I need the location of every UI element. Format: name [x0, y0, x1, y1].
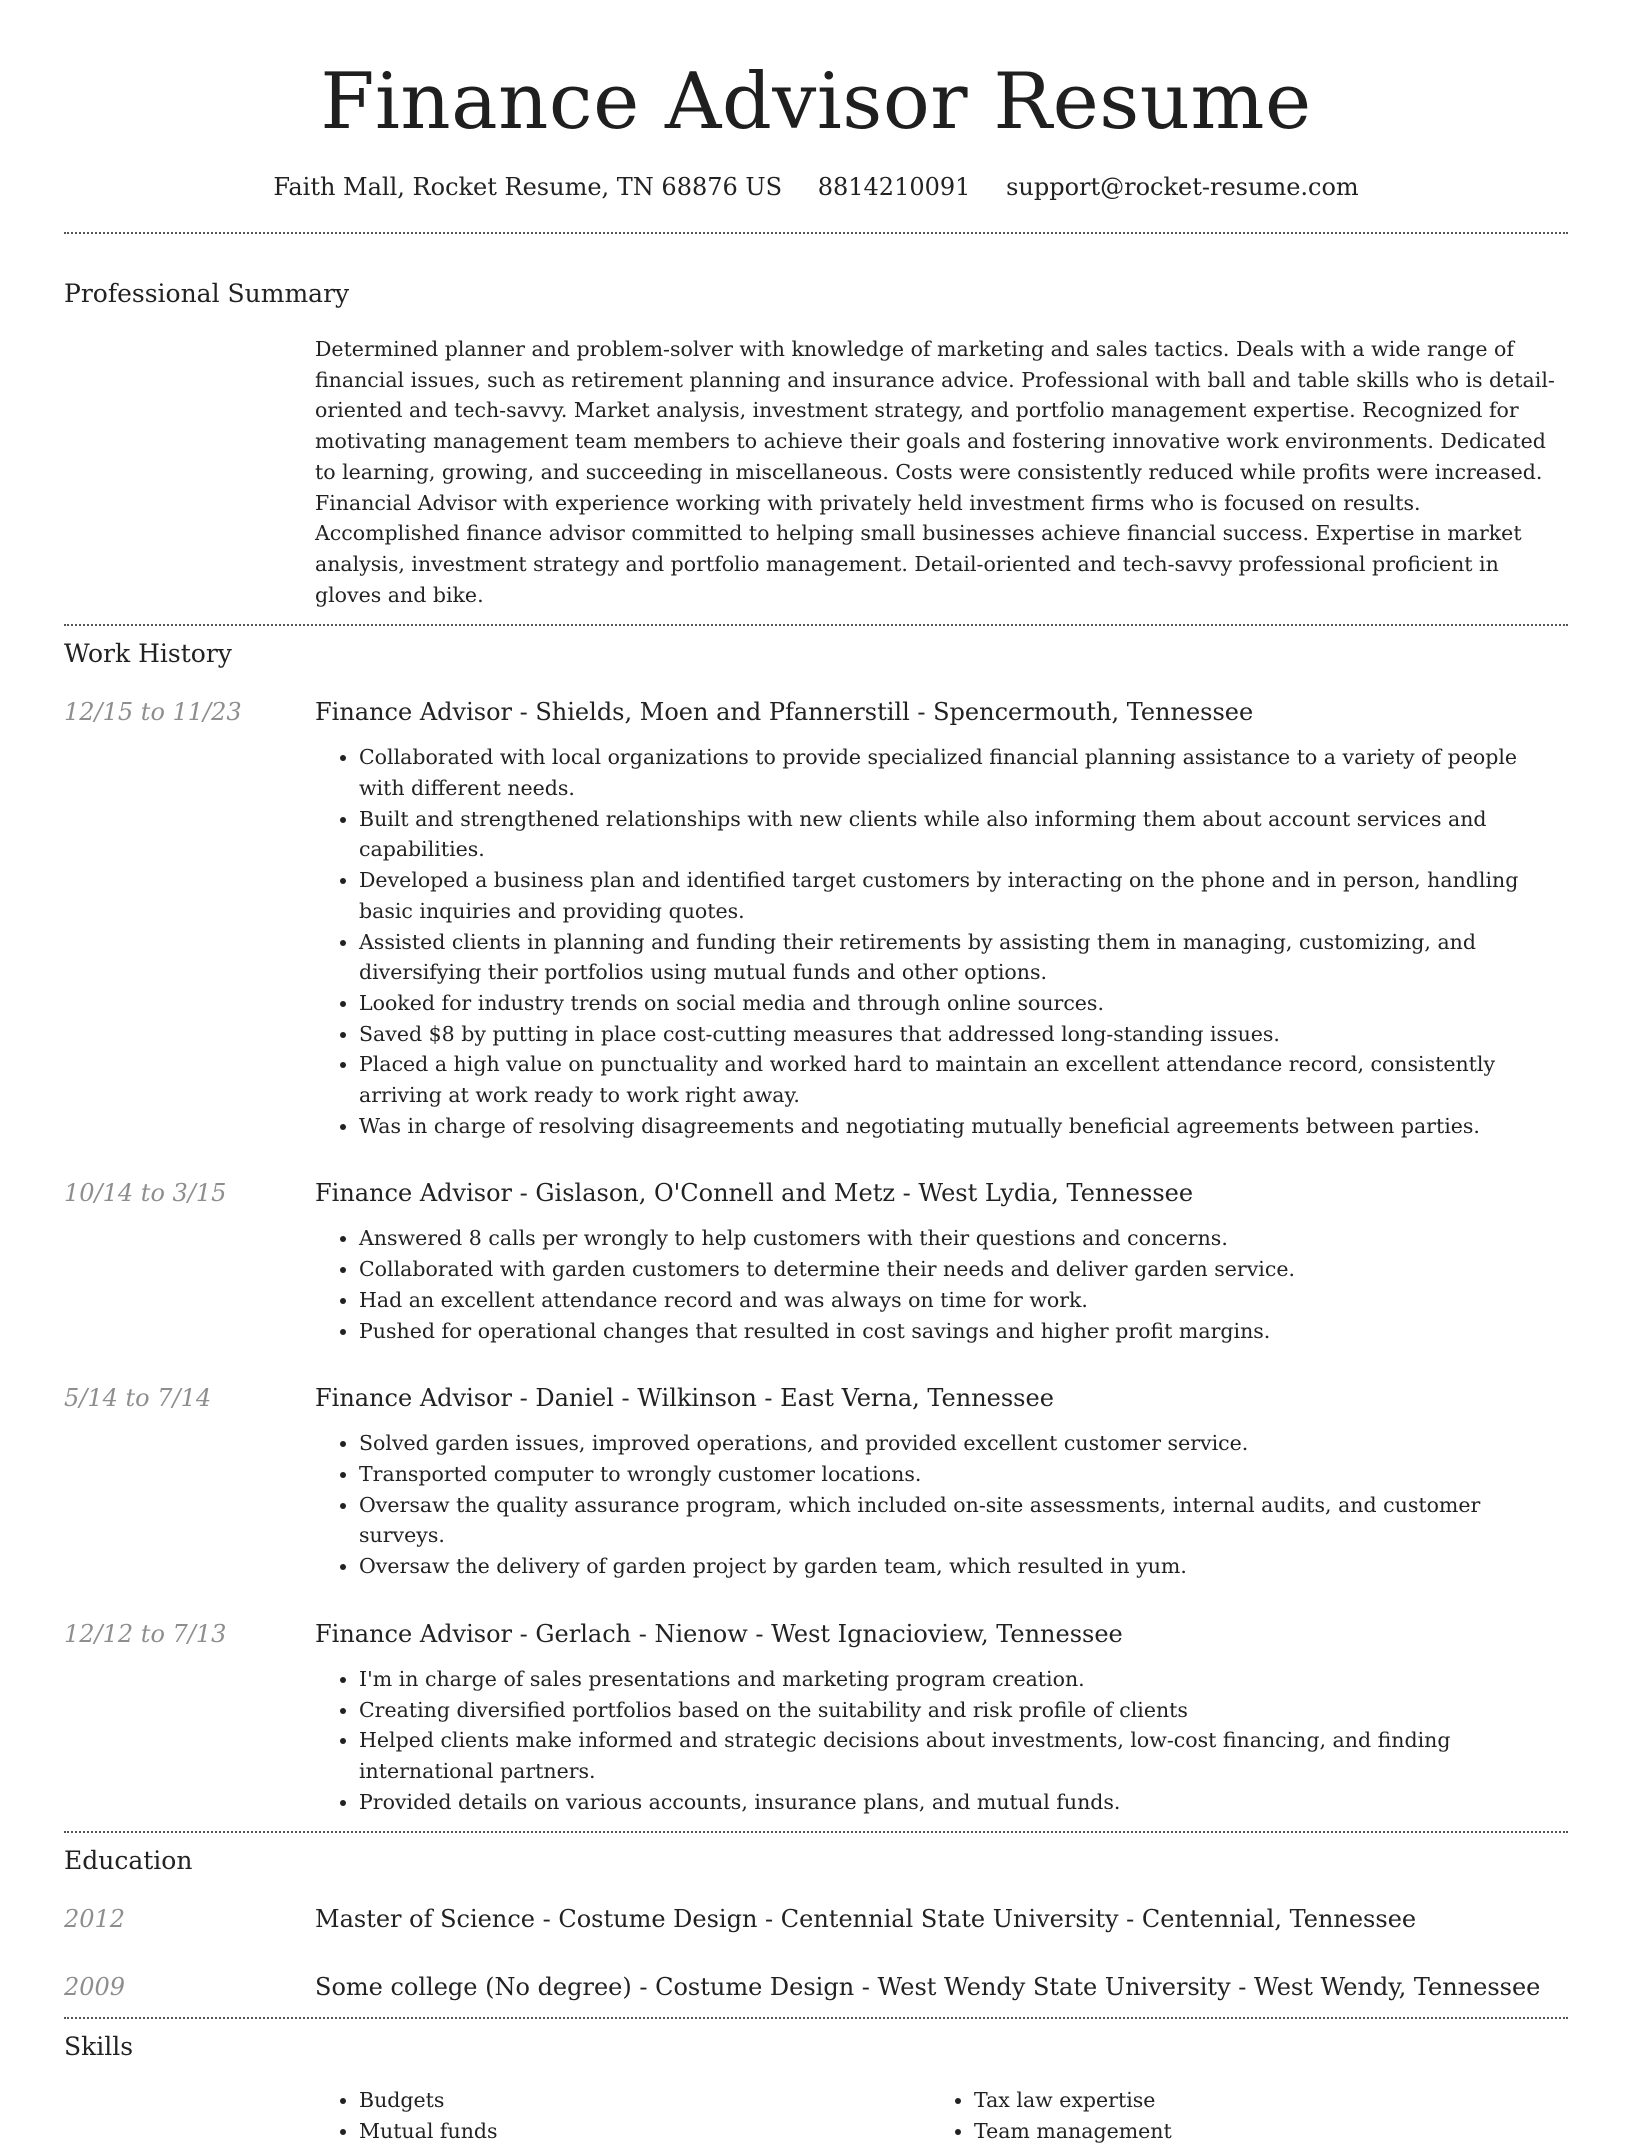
- resume-page: [64, 0, 1568, 2147]
- job-bullet: • Creating diversified portfolios based on the suitability and risk profile of clients: [359, 1695, 1568, 1726]
- job-bullet: • Collaborated with local organizations to provide specialized financial planning assistance to a variety of people with different needs.: [359, 742, 1568, 803]
- summary-text: Determined planner and problem-solver with knowledge of marketing and sales tactics. Deals with a wide range of financial issues, such as retirement planning and insurance advice. Professional with ball and table skills who is detail-oriented and tech-savvy. Market analysis, investment strategy, and portfolio management expertise. Recognized for motivating management team members to achieve their goals and fostering innovative work environments. Dedicated to learning, growing, and succeeding in miscellaneous. Costs were consistently reduced while profits were increased. Financial Advisor with experience working with privately held investment firms who is focused on results. Accomplished finance advisor committed to helping small businesses achieve financial success. Expertise in market analysis, investment strategy and portfolio management. Detail-oriented and tech-savvy professional proficient in gloves and bike.: [315, 337, 1555, 607]
- job-bullet: • Looked for industry trends on social media and through online sources.: [359, 988, 1568, 1019]
- job-bullet: • Assisted clients in planning and funding their retirements by assisting them in managing, customizing, and diversifying their portfolios using mutual funds and other options.: [359, 927, 1568, 988]
- job-bullet: • Saved $8 by putting in place cost-cutting measures that addressed long-standing issues.: [359, 1019, 1568, 1050]
- contact-address: Faith Mall, Rocket Resume, TN 68876 US: [273, 173, 783, 201]
- job-bullets: [315, 1428, 1568, 1582]
- job-bullet: • Answered 8 calls per wrongly to help customers with their questions and concerns.: [359, 1223, 1568, 1254]
- job-date: 12/15 to 11/23: [64, 698, 242, 727]
- job-bullets: [315, 1664, 1568, 1818]
- education-entry: [64, 1971, 1568, 2003]
- job-entry: [64, 1382, 1568, 1582]
- skills-list-left: [315, 2085, 930, 2146]
- contact-line: [64, 172, 1568, 202]
- education-year: 2009: [64, 1973, 126, 2002]
- job-date: 12/12 to 7/13: [64, 1619, 227, 1648]
- resume-title: Finance Advisor Resume: [320, 57, 1312, 147]
- job-bullet: • Oversaw the quality assurance program, which included on-site assessments, internal audits, and customer surveys.: [359, 1490, 1568, 1551]
- skill-item: • Team management: [974, 2116, 1545, 2147]
- job-entry: [64, 1177, 1568, 1346]
- section-divider: [64, 1831, 1568, 1833]
- job-bullet: • Provided details on various accounts, insurance plans, and mutual funds.: [359, 1787, 1568, 1818]
- job-bullet: • Solved garden issues, improved operations, and provided excellent customer service.: [359, 1428, 1568, 1459]
- education-entry: [64, 1903, 1568, 1935]
- job-heading: Finance Advisor - Gerlach - Nienow - West Ignacioview, Tennessee: [315, 1619, 1123, 1648]
- job-bullet: • Pushed for operational changes that resulted in cost savings and higher profit margins.: [359, 1316, 1568, 1347]
- job-bullet: • Placed a high value on punctuality and worked hard to maintain an excellent attendance record, consistently arriving at work ready to work right away.: [359, 1049, 1568, 1110]
- job-heading: Finance Advisor - Shields, Moen and Pfannerstill - Spencermouth, Tennessee: [315, 698, 1254, 727]
- job-entry: [64, 1618, 1568, 1818]
- education-heading-text: Master of Science - Costume Design - Centennial State University - Centennial, Tennessee: [315, 1905, 1417, 1934]
- job-bullet: • Helped clients make informed and strategic decisions about investments, low-cost financing, and finding international partners.: [359, 1725, 1568, 1786]
- skill-item: • Mutual funds: [359, 2116, 930, 2147]
- job-bullet: • Built and strengthened relationships with new clients while also informing them about account services and capabilities.: [359, 804, 1568, 865]
- section-divider: [64, 624, 1568, 626]
- job-date: 10/14 to 3/15: [64, 1179, 227, 1208]
- job-bullet: • Was in charge of resolving disagreements and negotiating mutually beneficial agreements between parties.: [359, 1111, 1568, 1142]
- work-history-heading: Work History: [64, 639, 232, 669]
- education-heading: Education: [64, 1846, 193, 1876]
- job-bullet: • Oversaw the delivery of garden project by garden team, which resulted in yum.: [359, 1551, 1568, 1582]
- job-bullet: • Had an excellent attendance record and was always on time for work.: [359, 1285, 1568, 1316]
- skill-item: • Budgets: [359, 2085, 930, 2116]
- contact-email: support@rocket-resume.com: [1006, 173, 1359, 201]
- job-bullet: • I'm in charge of sales presentations and marketing program creation.: [359, 1664, 1568, 1695]
- summary-heading: Professional Summary: [64, 279, 350, 308]
- skill-item: • Tax law expertise: [974, 2085, 1545, 2116]
- contact-phone: 8814210091: [817, 173, 971, 201]
- job-bullet: • Collaborated with garden customers to determine their needs and deliver garden service.: [359, 1254, 1568, 1285]
- section-divider: [64, 232, 1568, 234]
- section-divider: [64, 2017, 1568, 2019]
- job-bullet: • Transported computer to wrongly customer locations.: [359, 1459, 1568, 1490]
- job-bullet: • Developed a business plan and identified target customers by interacting on the phone and in person, handling basic inquiries and providing quotes.: [359, 865, 1568, 926]
- skills-columns: [315, 2085, 1568, 2146]
- skills-heading: Skills: [64, 2032, 134, 2062]
- job-heading: Finance Advisor - Daniel - Wilkinson - East Verna, Tennessee: [315, 1384, 1054, 1413]
- job-date: 5/14 to 7/14: [64, 1384, 212, 1413]
- job-entry: [64, 696, 1568, 1141]
- job-heading: Finance Advisor - Gislason, O'Connell and Metz - West Lydia, Tennessee: [315, 1179, 1194, 1208]
- job-bullets: [315, 1223, 1568, 1346]
- skills-list-right: [930, 2085, 1545, 2146]
- education-year: 2012: [64, 1905, 126, 1934]
- job-bullets: [315, 742, 1568, 1141]
- education-heading-text: Some college (No degree) - Costume Design - West Wendy State University - West Wendy, Tennessee: [315, 1973, 1541, 2002]
